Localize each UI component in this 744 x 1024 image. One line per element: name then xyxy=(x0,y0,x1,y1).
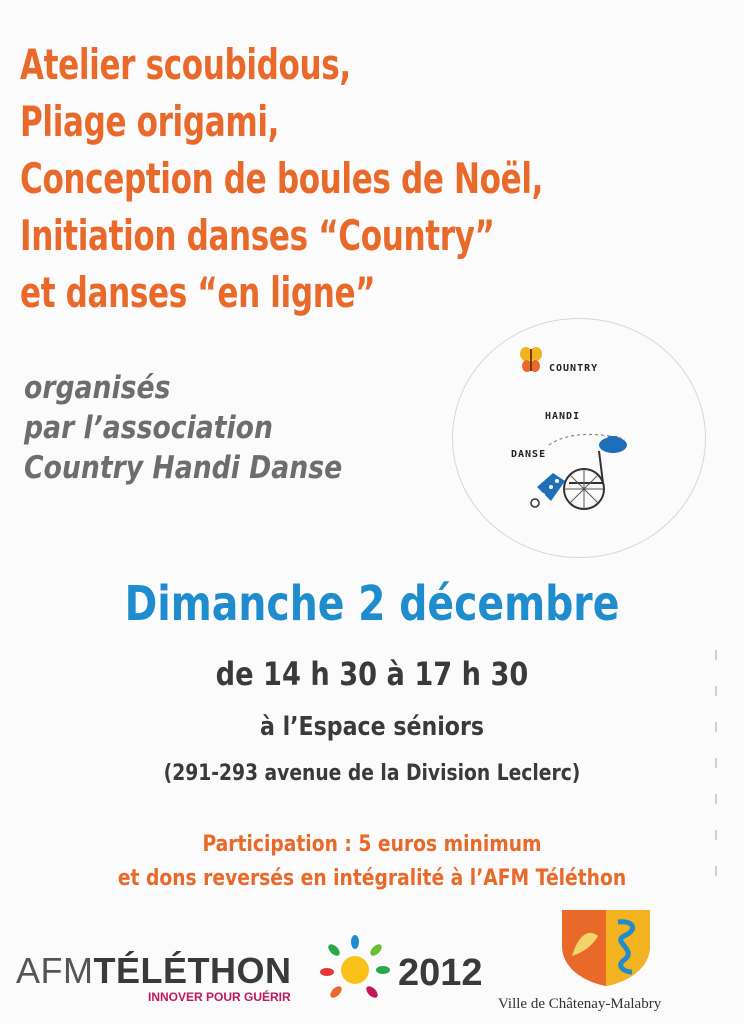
activity-line: Initiation danses “Country” xyxy=(20,211,495,260)
afm-logo-part-2: TÉLÉTHON xyxy=(93,950,292,991)
activity-line: Atelier scoubidous, xyxy=(20,40,351,89)
organiser-line-2: par l’association xyxy=(24,410,273,446)
year-label: 2012 xyxy=(398,952,483,994)
organiser-text xyxy=(24,368,342,488)
city-name: Ville de Châtenay-Malabry xyxy=(498,996,662,1012)
event-address: (291-293 avenue de la Division Leclerc) xyxy=(163,761,581,786)
activity-line: et danses “en ligne” xyxy=(20,268,376,317)
butterfly-icon xyxy=(519,345,543,375)
logo-word-country: COUNTRY xyxy=(549,363,599,374)
scan-edge-marks xyxy=(714,650,718,890)
logo-word-danse: DANSE xyxy=(511,449,547,460)
event-date: Dimanche 2 décembre xyxy=(124,576,620,632)
activities-list xyxy=(20,36,544,321)
activity-line: Pliage origami, xyxy=(20,97,280,146)
afm-logo-part-1: AFM xyxy=(16,950,94,991)
country-handi-danse-logo xyxy=(452,318,706,558)
city-coat-of-arms-icon xyxy=(558,906,654,986)
telethon-sun-icon xyxy=(320,932,390,1002)
organiser-line-3: Country Handi Danse xyxy=(24,450,343,486)
activity-line: Conception de boules de Noël, xyxy=(20,154,544,203)
event-venue: à l’Espace séniors xyxy=(259,712,485,742)
afm-tagline: INNOVER POUR GUÉRIR xyxy=(148,990,291,1004)
afm-telethon-logo xyxy=(16,952,292,990)
fee-line-1: Participation : 5 euros minimum xyxy=(202,832,542,857)
logo-word-handi: HANDI xyxy=(545,411,581,422)
event-time: de 14 h 30 à 17 h 30 xyxy=(215,655,529,693)
organiser-line-1: organisés xyxy=(24,370,171,406)
fee-line-2: et dons reversés en intégralité à l’AFM Téléthon xyxy=(117,866,627,891)
participation-fee xyxy=(56,828,688,896)
wheelchair-icon xyxy=(529,427,649,517)
